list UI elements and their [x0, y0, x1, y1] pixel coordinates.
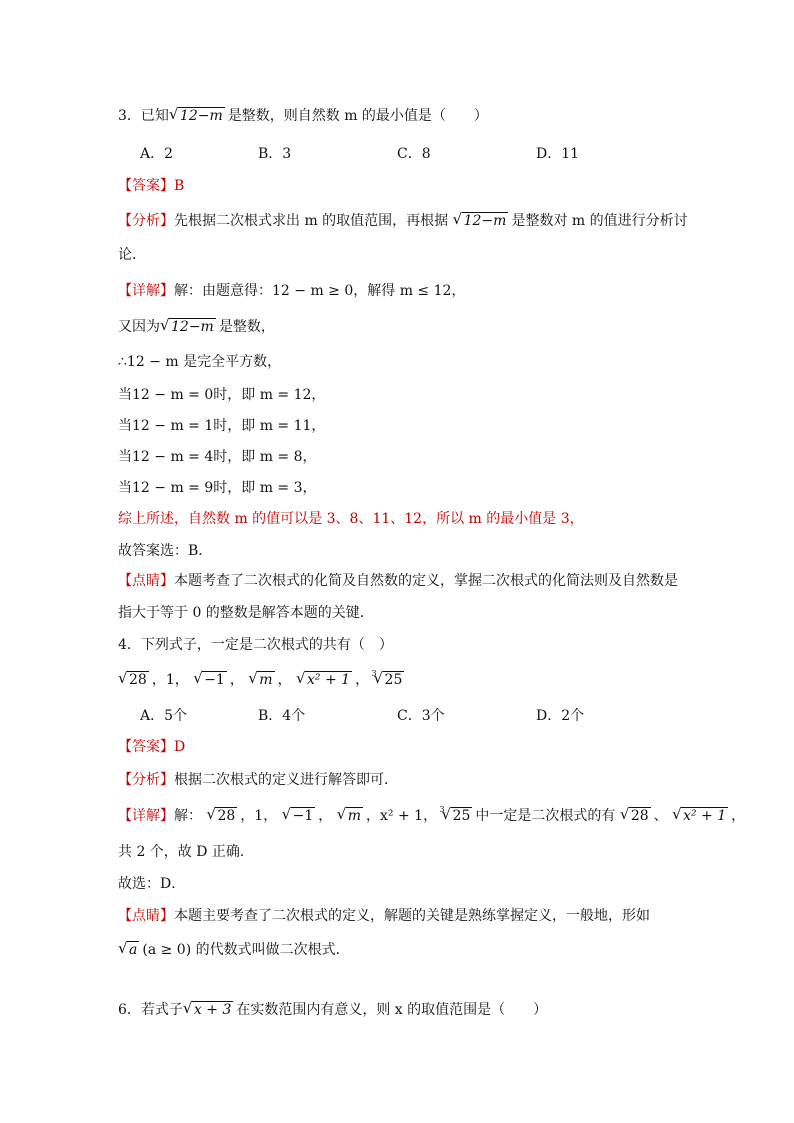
analysis-text-a: 先根据二次根式求出 m 的取值范围，再根据 [174, 213, 449, 229]
cbrt-25: 3 √ 25 [374, 670, 408, 690]
detail-text: 解：由题意得：12 − m ≥ 0，解得 m ≤ 12， [174, 283, 466, 299]
q3-review [118, 571, 678, 591]
detail-a: 解： [174, 808, 202, 824]
sqrt-neg1: √ −1 [193, 670, 227, 690]
q3-option-b: B．3 [258, 146, 292, 162]
q3-detail-5: 当12 − m = 1时，即 m = 11， [118, 418, 326, 434]
q6-stem [118, 1000, 547, 1020]
q3-option-c: C．8 [397, 146, 431, 162]
review-label: 【点睛】 [118, 573, 174, 589]
sep: ， [277, 672, 292, 688]
q3-option-d: D．11 [536, 146, 580, 162]
q3-detail-4: 当12 − m = 0时，即 m = 12， [118, 387, 326, 403]
q3-detail-2 [118, 317, 275, 337]
q4-answer [118, 737, 185, 757]
q3-option-a: A．2 [140, 146, 174, 162]
review-text-a: 本题主要考查了二次根式的定义，解题的关键是熟练掌握定义，一般地，形如 [174, 908, 650, 924]
detail-2a: 又因为 [118, 319, 160, 335]
sqrt-28: √ 28 [620, 806, 651, 826]
q4-detail [118, 806, 745, 826]
q3-stem-suffix: 是整数，则自然数 m 的最小值是（ ） [227, 108, 488, 124]
review-text-a: 本题考查了二次根式的化简及自然数的定义，掌握二次根式的化简法则及自然数是 [174, 573, 678, 589]
sqrt-x2-plus-1: √ x² + 1 [672, 806, 728, 826]
answer-value: D [174, 739, 186, 755]
sqrt-x2-plus-1: √ x² + 1 [296, 670, 352, 690]
q3-stem [118, 106, 488, 126]
detail-2b: 是整数， [218, 319, 275, 335]
cbrt-25: 3 √ 25 [442, 806, 476, 826]
q3-detail-3: ∴12 − m 是完全平方数， [118, 354, 282, 370]
q3-answer [118, 176, 184, 196]
detail-label: 【详解】 [118, 283, 174, 299]
q3-analysis [118, 211, 688, 231]
detail-f: 、 [653, 808, 668, 824]
sep: ， [355, 672, 370, 688]
q4-option-a: A．5个 [140, 708, 188, 724]
q3-detail-7: 当12 − m = 9时，即 m = 3， [118, 480, 317, 496]
q3-choose: 故答案选：B． [118, 543, 213, 559]
analysis-label: 【分析】 [118, 213, 174, 229]
review-text-b: (a ≥ 0) 的代数式叫做二次根式． [142, 942, 350, 958]
sqrt-neg1: √ −1 [282, 806, 316, 826]
q4-stem: 4．下列式子，一定是二次根式的共有（ ） [118, 637, 393, 653]
detail-d: ，x² + 1， [366, 808, 438, 824]
q3-stem-radical: √ 12−m [169, 106, 225, 126]
sqrt-m: √ m [248, 670, 274, 690]
q3-review-cont: 指大于等于 0 的整数是解答本题的关键． [118, 605, 374, 621]
q4-option-c: C．3个 [397, 708, 445, 724]
sep: ，1， [151, 672, 189, 688]
q3-summary: 综上所述，自然数 m 的值可以是 3、8、11、12，所以 m 的最小值是 3， [118, 511, 584, 527]
q3-analysis-radical: √ 12−m [453, 211, 509, 231]
analysis-label: 【分析】 [118, 772, 174, 788]
q3-stem-prefix: 3．已知 [118, 108, 169, 124]
sqrt-28: √ 28 [206, 806, 237, 826]
q6-stem-prefix: 6．若式子 [118, 1002, 183, 1018]
q3-detail-radical: √ 12−m [160, 317, 216, 337]
detail-label: 【详解】 [118, 808, 174, 824]
sep: ， [229, 672, 244, 688]
detail-b: ，1， [240, 808, 278, 824]
sqrt-28: √ 28 [118, 670, 149, 690]
q4-analysis [118, 770, 398, 790]
answer-label: 【答案】 [118, 739, 174, 755]
analysis-text: 根据二次根式的定义进行解答即可． [174, 772, 398, 788]
answer-value: B [174, 178, 185, 194]
q3-detail-1 [118, 281, 465, 301]
detail-e: 中一定是二次根式的有 [475, 808, 616, 824]
q3-detail-6: 当12 − m = 4时，即 m = 8， [118, 449, 317, 465]
q4-review [118, 906, 650, 926]
review-label: 【点睛】 [118, 908, 174, 924]
q4-option-b: B．4个 [258, 708, 306, 724]
q4-expressions [118, 670, 407, 690]
q6-stem-radical: √ x + 3 [183, 1000, 233, 1020]
q4-choose: 故选：D． [118, 876, 186, 892]
q4-review-cont [118, 940, 350, 960]
q4-detail-2: 共 2 个，故 D 正确． [118, 844, 254, 860]
sqrt-m: √ m [337, 806, 363, 826]
q3-analysis-cont: 论． [118, 247, 146, 263]
sqrt-a: √ a [118, 940, 139, 960]
analysis-text-b: 是整数对 m 的值进行分析讨 [511, 213, 688, 229]
detail-g: ， [731, 808, 746, 824]
q6-stem-suffix: 在实数范围内有意义，则 x 的取值范围是（ ） [236, 1002, 548, 1018]
answer-label: 【答案】 [118, 178, 174, 194]
q4-option-d: D．2个 [536, 708, 585, 724]
detail-c: ， [318, 808, 333, 824]
